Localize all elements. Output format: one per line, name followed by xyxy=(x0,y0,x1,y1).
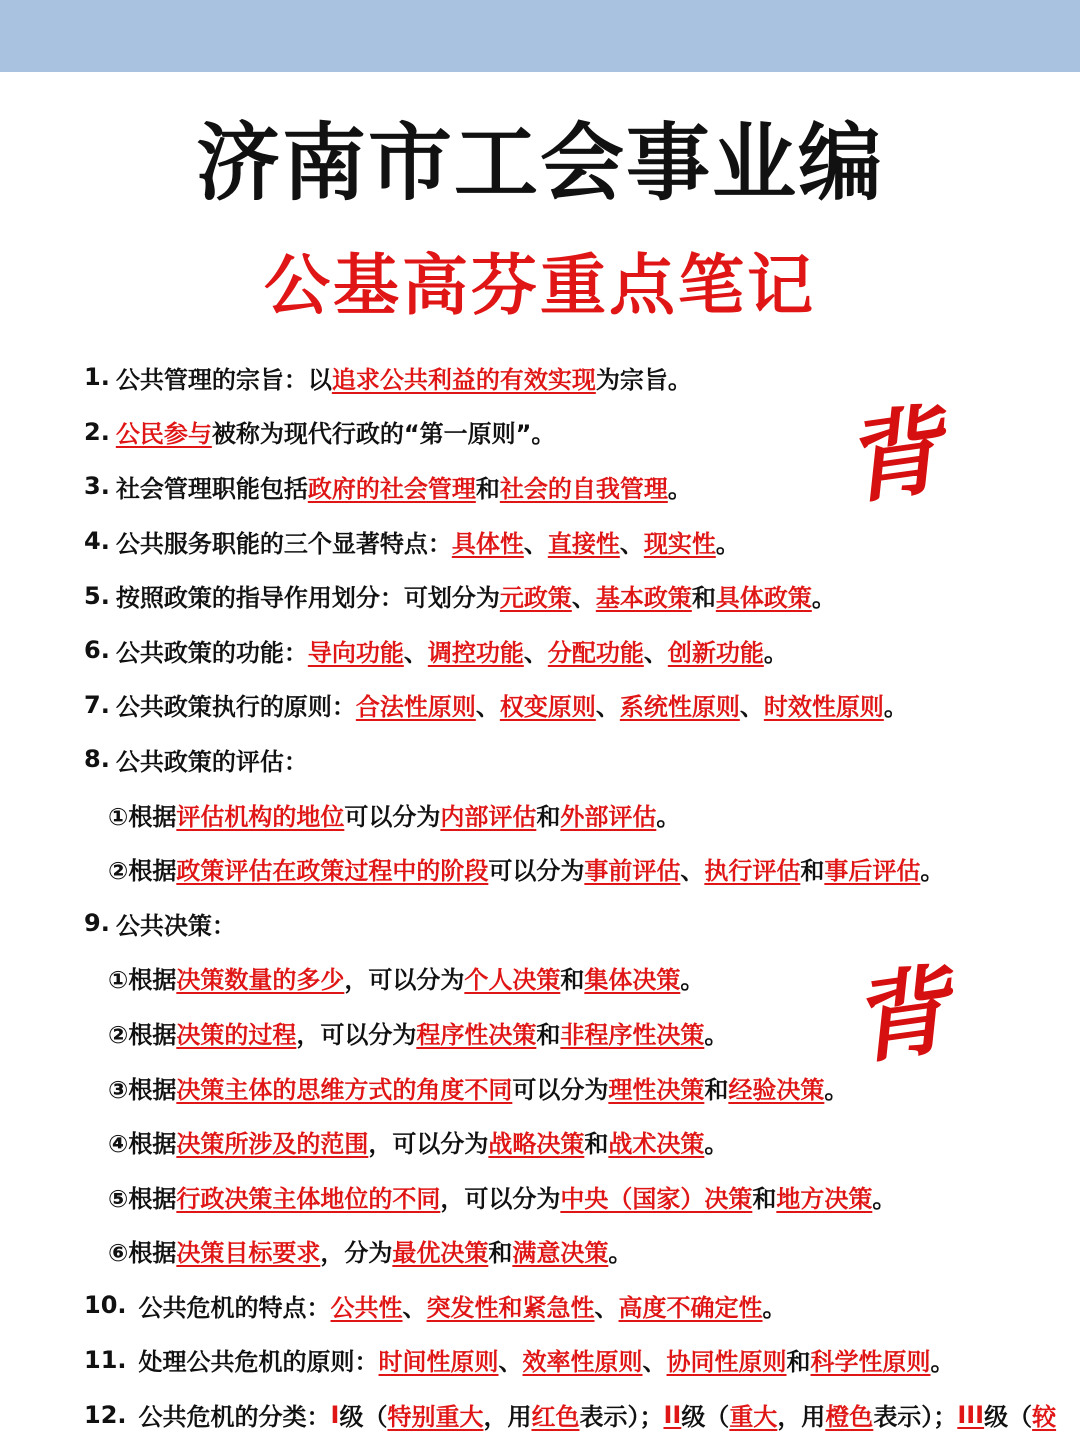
note-item xyxy=(84,514,1044,569)
note-number: 12. xyxy=(84,1400,127,1429)
note-text: ，可以分为 xyxy=(368,1130,489,1159)
note-text: 社会管理职能包括 xyxy=(115,474,308,503)
note-text: ②根据 xyxy=(108,1020,177,1049)
note-text: 、 xyxy=(680,857,705,886)
note-text: ①根据 xyxy=(108,966,177,995)
note-item xyxy=(84,1333,1044,1388)
notes-list xyxy=(84,350,1057,1442)
highlighted-term: 政府的社会管理 xyxy=(307,474,476,503)
memorize-stamp: 背 xyxy=(837,392,949,519)
highlighted-term: 红色 xyxy=(531,1403,580,1432)
note-subitem xyxy=(84,1224,1044,1279)
highlighted-term: 重大 xyxy=(729,1403,778,1432)
note-number: 1. xyxy=(84,363,110,392)
note-text: ①根据 xyxy=(108,802,177,831)
note-text: 。 xyxy=(883,693,908,722)
note-text: 公共政策执行的原则： xyxy=(115,693,356,722)
highlighted-term: 直接性 xyxy=(547,529,620,558)
highlighted-term: 具体政策 xyxy=(715,584,812,613)
note-text: 处理公共危机的原则： xyxy=(138,1348,379,1377)
note-text: 公共政策的功能： xyxy=(115,638,308,667)
highlighted-term: 事前评估 xyxy=(584,857,681,886)
note-number: 7. xyxy=(84,690,110,719)
note-text: 公共危机的分类： xyxy=(138,1403,331,1432)
highlighted-term: 橙色 xyxy=(825,1403,874,1432)
note-text: 、 xyxy=(475,693,500,722)
highlighted-term: 追求公共利益的有效实现 xyxy=(331,365,596,394)
note-number: 9. xyxy=(84,909,110,938)
note-item xyxy=(84,459,1044,514)
note-text: 、 xyxy=(523,638,548,667)
note-number: 10. xyxy=(84,1291,127,1320)
note-text: 、 xyxy=(619,529,644,558)
note-text: 公共管理的宗旨：以 xyxy=(115,365,332,394)
note-item xyxy=(84,405,1044,460)
note-item xyxy=(84,1387,1057,1442)
note-text: 和 xyxy=(800,857,825,886)
note-text: 和 xyxy=(786,1348,811,1377)
note-number: 8. xyxy=(84,745,110,774)
note-text: 、 xyxy=(403,638,428,667)
note-text: 。 xyxy=(762,1293,787,1322)
note-text: 级（ xyxy=(681,1403,730,1432)
highlighted-term: 事后评估 xyxy=(824,857,921,886)
note-text: 、 xyxy=(642,1348,667,1377)
note-text: 和 xyxy=(752,1184,777,1213)
highlighted-term: 创新功能 xyxy=(667,638,764,667)
highlighted-term: 突发性和紧急性 xyxy=(426,1293,595,1322)
highlighted-term: 时间性原则 xyxy=(378,1348,499,1377)
note-text: 公共政策的评估： xyxy=(115,747,308,776)
highlighted-term: II xyxy=(663,1400,682,1429)
note-text: ，分为 xyxy=(320,1239,393,1268)
note-subitem xyxy=(84,951,1044,1006)
note-text: 表示）； xyxy=(873,1403,958,1432)
highlighted-term: 决策的过程 xyxy=(176,1020,297,1049)
top-banner xyxy=(0,0,1080,72)
note-text: 。 xyxy=(763,638,788,667)
note-text: 公共服务职能的三个显著特点： xyxy=(115,529,452,558)
note-text: 。 xyxy=(704,1130,729,1159)
note-text: 、 xyxy=(594,1293,619,1322)
highlighted-term: 内部评估 xyxy=(440,802,537,831)
note-item xyxy=(84,350,1044,405)
note-text: 被称为现代行政的“第一原则”。 xyxy=(211,420,556,449)
note-number: 11. xyxy=(84,1345,127,1374)
note-text: 和 xyxy=(475,474,500,503)
note-subitem xyxy=(84,1060,1044,1115)
note-text: 可以分为 xyxy=(488,857,585,886)
highlighted-term: I xyxy=(330,1400,340,1429)
highlighted-term: 较 xyxy=(1032,1403,1057,1432)
highlighted-term: 社会的自我管理 xyxy=(499,474,668,503)
note-text: 。 xyxy=(680,966,705,995)
highlighted-term: 非程序性决策 xyxy=(560,1020,705,1049)
note-number: 3. xyxy=(84,472,110,501)
note-number: 6. xyxy=(84,636,110,665)
note-item xyxy=(84,896,1044,951)
highlighted-term: III xyxy=(957,1400,985,1429)
note-text: 。 xyxy=(930,1348,955,1377)
note-text: 。 xyxy=(608,1239,633,1268)
note-text: 。 xyxy=(704,1020,729,1049)
note-text: ②根据 xyxy=(108,857,177,886)
note-text: 。 xyxy=(872,1184,897,1213)
highlighted-term: 元政策 xyxy=(499,584,572,613)
highlighted-term: 满意决策 xyxy=(512,1239,609,1268)
highlighted-term: 系统性原则 xyxy=(619,693,740,722)
highlighted-term: 个人决策 xyxy=(464,966,561,995)
note-item xyxy=(84,678,1044,733)
note-text: ④根据 xyxy=(108,1130,177,1159)
highlighted-term: 导向功能 xyxy=(307,638,404,667)
note-subitem xyxy=(84,841,1044,896)
highlighted-term: 程序性决策 xyxy=(416,1020,537,1049)
highlighted-term: 理性决策 xyxy=(608,1075,705,1104)
note-text: 、 xyxy=(402,1293,427,1322)
note-text: 、 xyxy=(643,638,668,667)
highlighted-term: 行政决策主体地位的不同 xyxy=(176,1184,441,1213)
note-text: 和 xyxy=(691,584,716,613)
note-text: 为宗旨。 xyxy=(595,365,692,394)
note-text: 和 xyxy=(704,1075,729,1104)
note-text: ，可以分为 xyxy=(296,1020,417,1049)
note-subitem xyxy=(84,1005,1044,1060)
memorize-stamp: 背 xyxy=(844,952,956,1079)
note-text: 和 xyxy=(536,802,561,831)
highlighted-term: 高度不确定性 xyxy=(618,1293,763,1322)
highlighted-term: 公共性 xyxy=(330,1293,403,1322)
highlighted-term: 决策数量的多少 xyxy=(176,966,345,995)
note-text: ，用 xyxy=(483,1403,532,1432)
note-text: 、 xyxy=(571,584,596,613)
highlighted-term: 决策目标要求 xyxy=(176,1239,321,1268)
highlighted-term: 中央（国家）决策 xyxy=(560,1184,753,1213)
note-item xyxy=(84,732,1044,787)
highlighted-term: 效率性原则 xyxy=(522,1348,643,1377)
note-text: 公共危机的特点： xyxy=(138,1293,331,1322)
highlighted-term: 时效性原则 xyxy=(763,693,884,722)
note-text: 、 xyxy=(498,1348,523,1377)
note-item xyxy=(84,1278,1044,1333)
note-text: 、 xyxy=(595,693,620,722)
note-text: 和 xyxy=(560,966,585,995)
page-title: 济南市工会事业编 xyxy=(195,113,884,212)
note-number: 4. xyxy=(84,527,110,556)
note-text: 。 xyxy=(811,584,836,613)
highlighted-term: 科学性原则 xyxy=(810,1348,931,1377)
note-text: ，可以分为 xyxy=(344,966,465,995)
highlighted-term: 地方决策 xyxy=(776,1184,873,1213)
highlighted-term: 集体决策 xyxy=(584,966,681,995)
note-text: 表示）； xyxy=(579,1403,664,1432)
highlighted-term: 战术决策 xyxy=(608,1130,705,1159)
highlighted-term: 调控功能 xyxy=(427,638,524,667)
highlighted-term: 协同性原则 xyxy=(666,1348,787,1377)
note-text: 和 xyxy=(584,1130,609,1159)
note-subitem xyxy=(84,1114,1044,1169)
note-text: 。 xyxy=(667,474,692,503)
highlighted-term: 具体性 xyxy=(451,529,524,558)
highlighted-term: 战略决策 xyxy=(488,1130,585,1159)
note-text: 、 xyxy=(523,529,548,558)
highlighted-term: 评估机构的地位 xyxy=(176,802,345,831)
note-item xyxy=(84,568,1044,623)
highlighted-term: 外部评估 xyxy=(560,802,657,831)
highlighted-term: 最优决策 xyxy=(392,1239,489,1268)
note-text: 。 xyxy=(824,1075,849,1104)
note-subitem xyxy=(84,787,1044,842)
page-subtitle: 公基高芬重点笔记 xyxy=(264,246,816,324)
note-text: 按照政策的指导作用划分：可划分为 xyxy=(115,584,500,613)
note-subitem xyxy=(84,1169,1044,1224)
note-text: 。 xyxy=(715,529,740,558)
note-text: 和 xyxy=(536,1020,561,1049)
note-number: 2. xyxy=(84,417,110,446)
highlighted-term: 分配功能 xyxy=(547,638,644,667)
highlighted-term: 现实性 xyxy=(643,529,716,558)
note-text: 可以分为 xyxy=(344,802,441,831)
note-text: 。 xyxy=(656,802,681,831)
highlighted-term: 基本政策 xyxy=(595,584,692,613)
note-text: ，可以分为 xyxy=(440,1184,561,1213)
note-text: ，用 xyxy=(777,1403,826,1432)
highlighted-term: 经验决策 xyxy=(728,1075,825,1104)
note-text: ⑤根据 xyxy=(108,1184,177,1213)
highlighted-term: 决策主体的思维方式的角度不同 xyxy=(176,1075,513,1104)
note-text: 公共决策： xyxy=(115,911,236,940)
highlighted-term: 决策所涉及的范围 xyxy=(176,1130,369,1159)
highlighted-term: 政策评估在政策过程中的阶段 xyxy=(176,857,489,886)
note-item xyxy=(84,623,1044,678)
highlighted-term: 权变原则 xyxy=(499,693,596,722)
note-text: 。 xyxy=(920,857,945,886)
highlighted-term: 公民参与 xyxy=(115,420,212,449)
highlighted-term: 执行评估 xyxy=(704,857,801,886)
note-text: 可以分为 xyxy=(512,1075,609,1104)
note-text: 、 xyxy=(739,693,764,722)
note-text: ⑥根据 xyxy=(108,1239,177,1268)
note-number: 5. xyxy=(84,581,110,610)
note-text: ③根据 xyxy=(108,1075,177,1104)
note-text: 级（ xyxy=(339,1403,388,1432)
highlighted-term: 特别重大 xyxy=(387,1403,484,1432)
note-text: 级（ xyxy=(984,1403,1033,1432)
highlighted-term: 合法性原则 xyxy=(355,693,476,722)
note-text: 和 xyxy=(488,1239,513,1268)
